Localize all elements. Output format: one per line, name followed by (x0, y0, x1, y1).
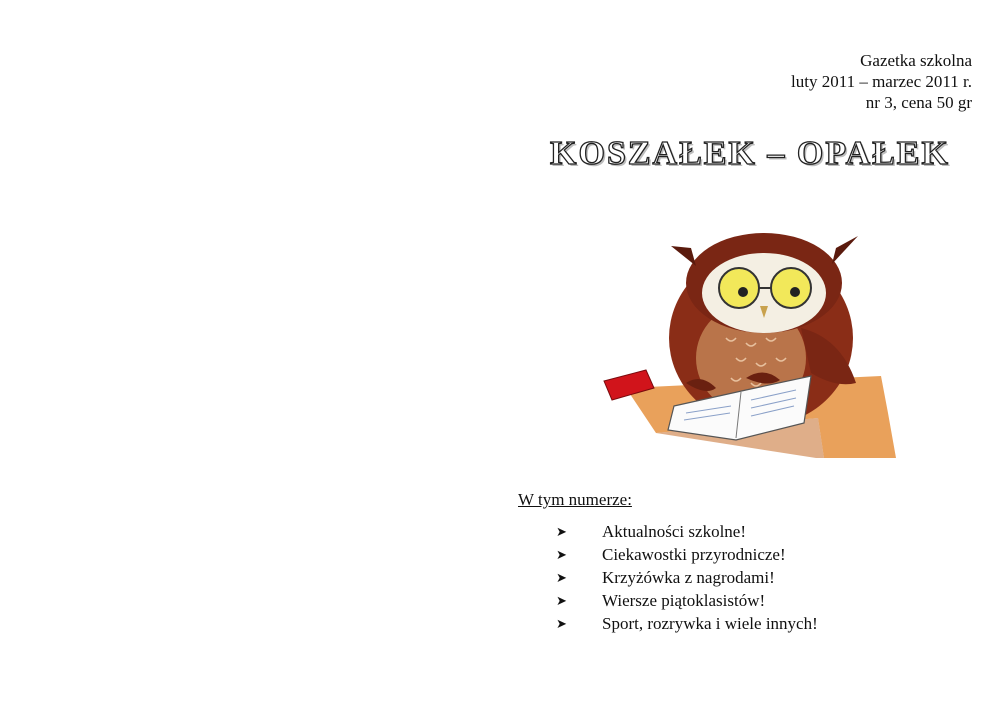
list-item (556, 543, 818, 566)
list-item (556, 566, 818, 589)
list-item (556, 612, 818, 635)
list-item (556, 589, 818, 612)
arrowhead-bullet-icon: ➤ (556, 570, 567, 585)
toc-heading: W tym numerze: (518, 490, 632, 509)
issue-number-price: nr 3, cena 50 gr (865, 93, 972, 112)
owl-eye-left (719, 268, 759, 308)
issue-date: luty 2011 – marzec 2011 r. (791, 72, 972, 91)
owl-eye-right (771, 268, 811, 308)
toc-item-label: Krzyżówka z nagrodami! (602, 568, 775, 587)
toc-item-label: Ciekawostki przyrodnicze! (602, 545, 786, 564)
toc-list (556, 520, 818, 635)
toc-item-label: Sport, rozrywka i wiele innych! (602, 614, 818, 633)
arrowhead-bullet-icon: ➤ (556, 547, 567, 562)
arrowhead-bullet-icon: ➤ (556, 593, 567, 608)
toc-item-label: Aktualności szkolne! (602, 522, 746, 541)
toc-item-label: Wiersze piątoklasistów! (602, 591, 766, 610)
owl-reading-illustration (596, 218, 896, 458)
arrowhead-bullet-icon: ➤ (556, 524, 567, 539)
arrowhead-bullet-icon: ➤ (556, 616, 567, 631)
list-item (556, 520, 818, 543)
newspaper-type: Gazetka szkolna (860, 51, 972, 70)
newspaper-title: KOSZAŁEK – OPAŁEK (550, 135, 950, 172)
masthead-info (791, 50, 972, 113)
